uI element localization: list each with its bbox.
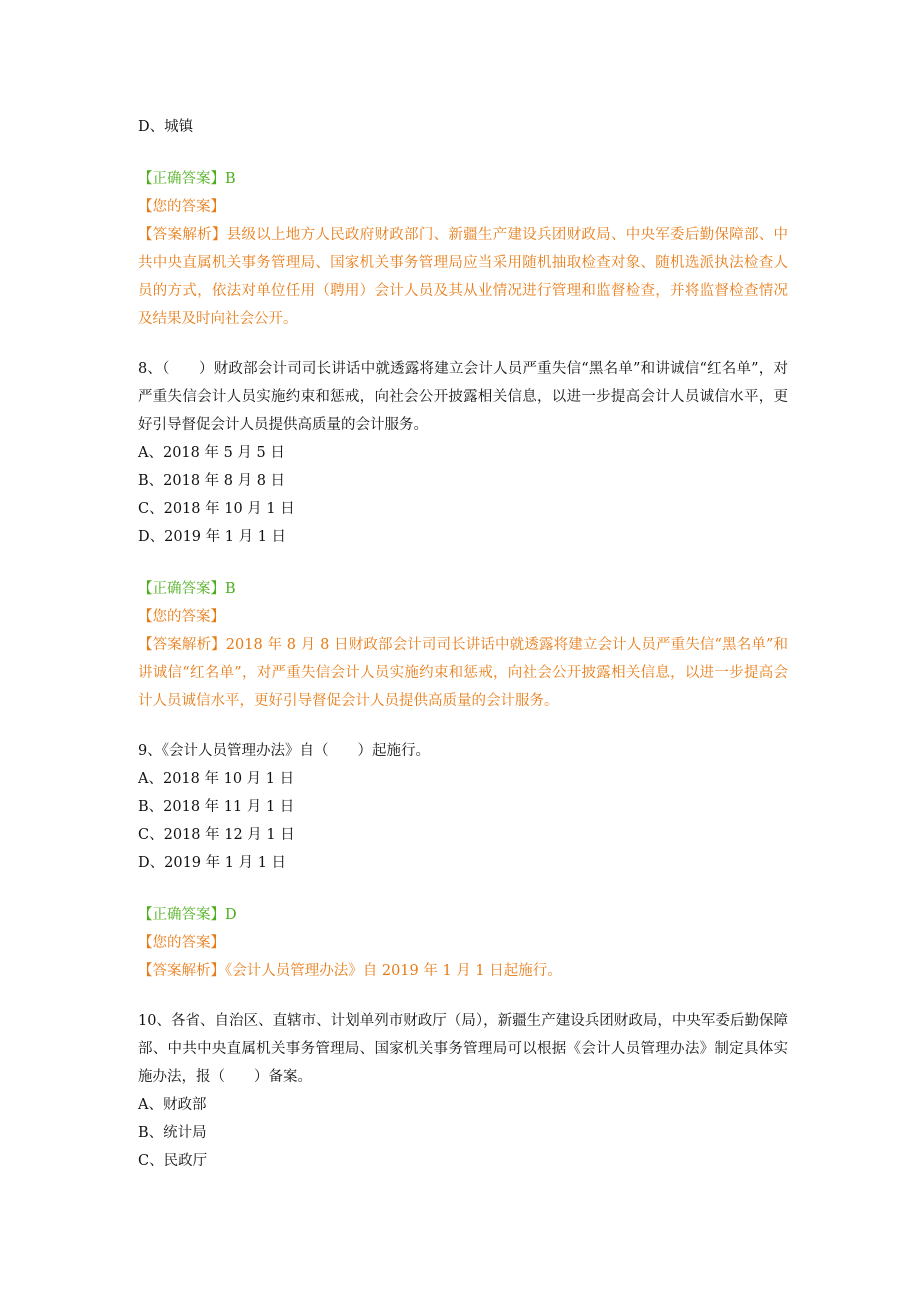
q9-question: 9、《会计人员管理办法》自（ ）起施行。 xyxy=(138,743,430,759)
q10-option-a: A、财政部 xyxy=(138,1097,207,1113)
q10-question: 10、各省、自治区、直辖市、计划单列市财政厅（局），新疆生产建设兵团财政局，中央军委后勤保障部、中共中央直属机关事务管理局、国家机关事务管理局可以根据《会计人员管理办法》制定具体实施办法，报（ ）备案。 xyxy=(138,1013,788,1085)
q8-option-b: B、2018 年 8 月 8 日 xyxy=(138,473,286,489)
q8-correct-value: B xyxy=(225,581,236,597)
q8-question: 8、（ ）财政部会计司司长讲话中就透露将建立会计人员严重失信“黑名单”和讲诚信“红名单”，对严重失信会计人员实施约束和惩戒，向社会公开披露相关信息，以进一步提高会计人员诚信水平，更好引导督促会计人员提供高质量的会计服务。 xyxy=(138,361,788,433)
q9-correct-value: D xyxy=(225,907,237,923)
q7-analysis-text: 县级以上地方人民政府财政部门、新疆生产建设兵团财政局、中央军委后勤保障部、中共中央直属机关事务管理局、国家机关事务管理局应当采用随机抽取检查对象、随机选派执法检查人员的方式，依法对单位任用（聘用）会计人员及其从业情况进行管理和监督检查，并将监督检查情况及结果及时向社会公开。 xyxy=(138,227,789,327)
q9-analysis xyxy=(138,957,788,985)
q9-correct-answer xyxy=(138,901,788,929)
q9-analysis-label: 【答案解析】 xyxy=(138,963,225,979)
q9-analysis-text: 《会计人员管理办法》自 2019 年 1 月 1 日起施行。 xyxy=(225,963,562,979)
q10-option-c: C、民政厅 xyxy=(138,1153,208,1169)
q9-your-answer: 【您的答案】 xyxy=(138,935,225,951)
q8-option-a: A、2018 年 5 月 5 日 xyxy=(138,445,285,461)
q8-correct-label: 【正确答案】 xyxy=(138,581,225,597)
q7-correct-label: 【正确答案】 xyxy=(138,171,225,187)
q9-option-b: B、2018 年 11 月 1 日 xyxy=(138,799,295,815)
q10-option-b: B、统计局 xyxy=(138,1125,207,1141)
document-page xyxy=(138,113,788,1175)
q7-analysis xyxy=(138,221,788,333)
q7-correct-answer xyxy=(138,165,788,193)
q9-correct-label: 【正确答案】 xyxy=(138,907,225,923)
q8-analysis-label: 【答案解析】 xyxy=(138,637,226,653)
q8-option-c: C、2018 年 10 月 1 日 xyxy=(138,501,295,517)
q8-your-answer: 【您的答案】 xyxy=(138,609,225,625)
q7-analysis-label: 【答案解析】 xyxy=(138,227,227,243)
q7-your-answer: 【您的答案】 xyxy=(138,199,225,215)
q9-option-a: A、2018 年 10 月 1 日 xyxy=(138,771,295,787)
q9-option-c: C、2018 年 12 月 1 日 xyxy=(138,827,295,843)
q7-correct-value: B xyxy=(225,171,236,187)
q7-option-d: D、城镇 xyxy=(138,119,194,135)
q9-option-d: D、2019 年 1 月 1 日 xyxy=(138,855,287,871)
q8-analysis xyxy=(138,631,788,715)
q8-option-d: D、2019 年 1 月 1 日 xyxy=(138,529,287,545)
q8-analysis-text: 2018 年 8 月 8 日财政部会计司司长讲话中就透露将建立会计人员严重失信“黑名单”和讲诚信“红名单”，对严重失信会计人员实施约束和惩戒，向社会公开披露相关信息，以进一步提高会计人员诚信水平，更好引导督促会计人员提供高质量的会计服务。 xyxy=(138,637,788,709)
q8-correct-answer xyxy=(138,575,788,603)
